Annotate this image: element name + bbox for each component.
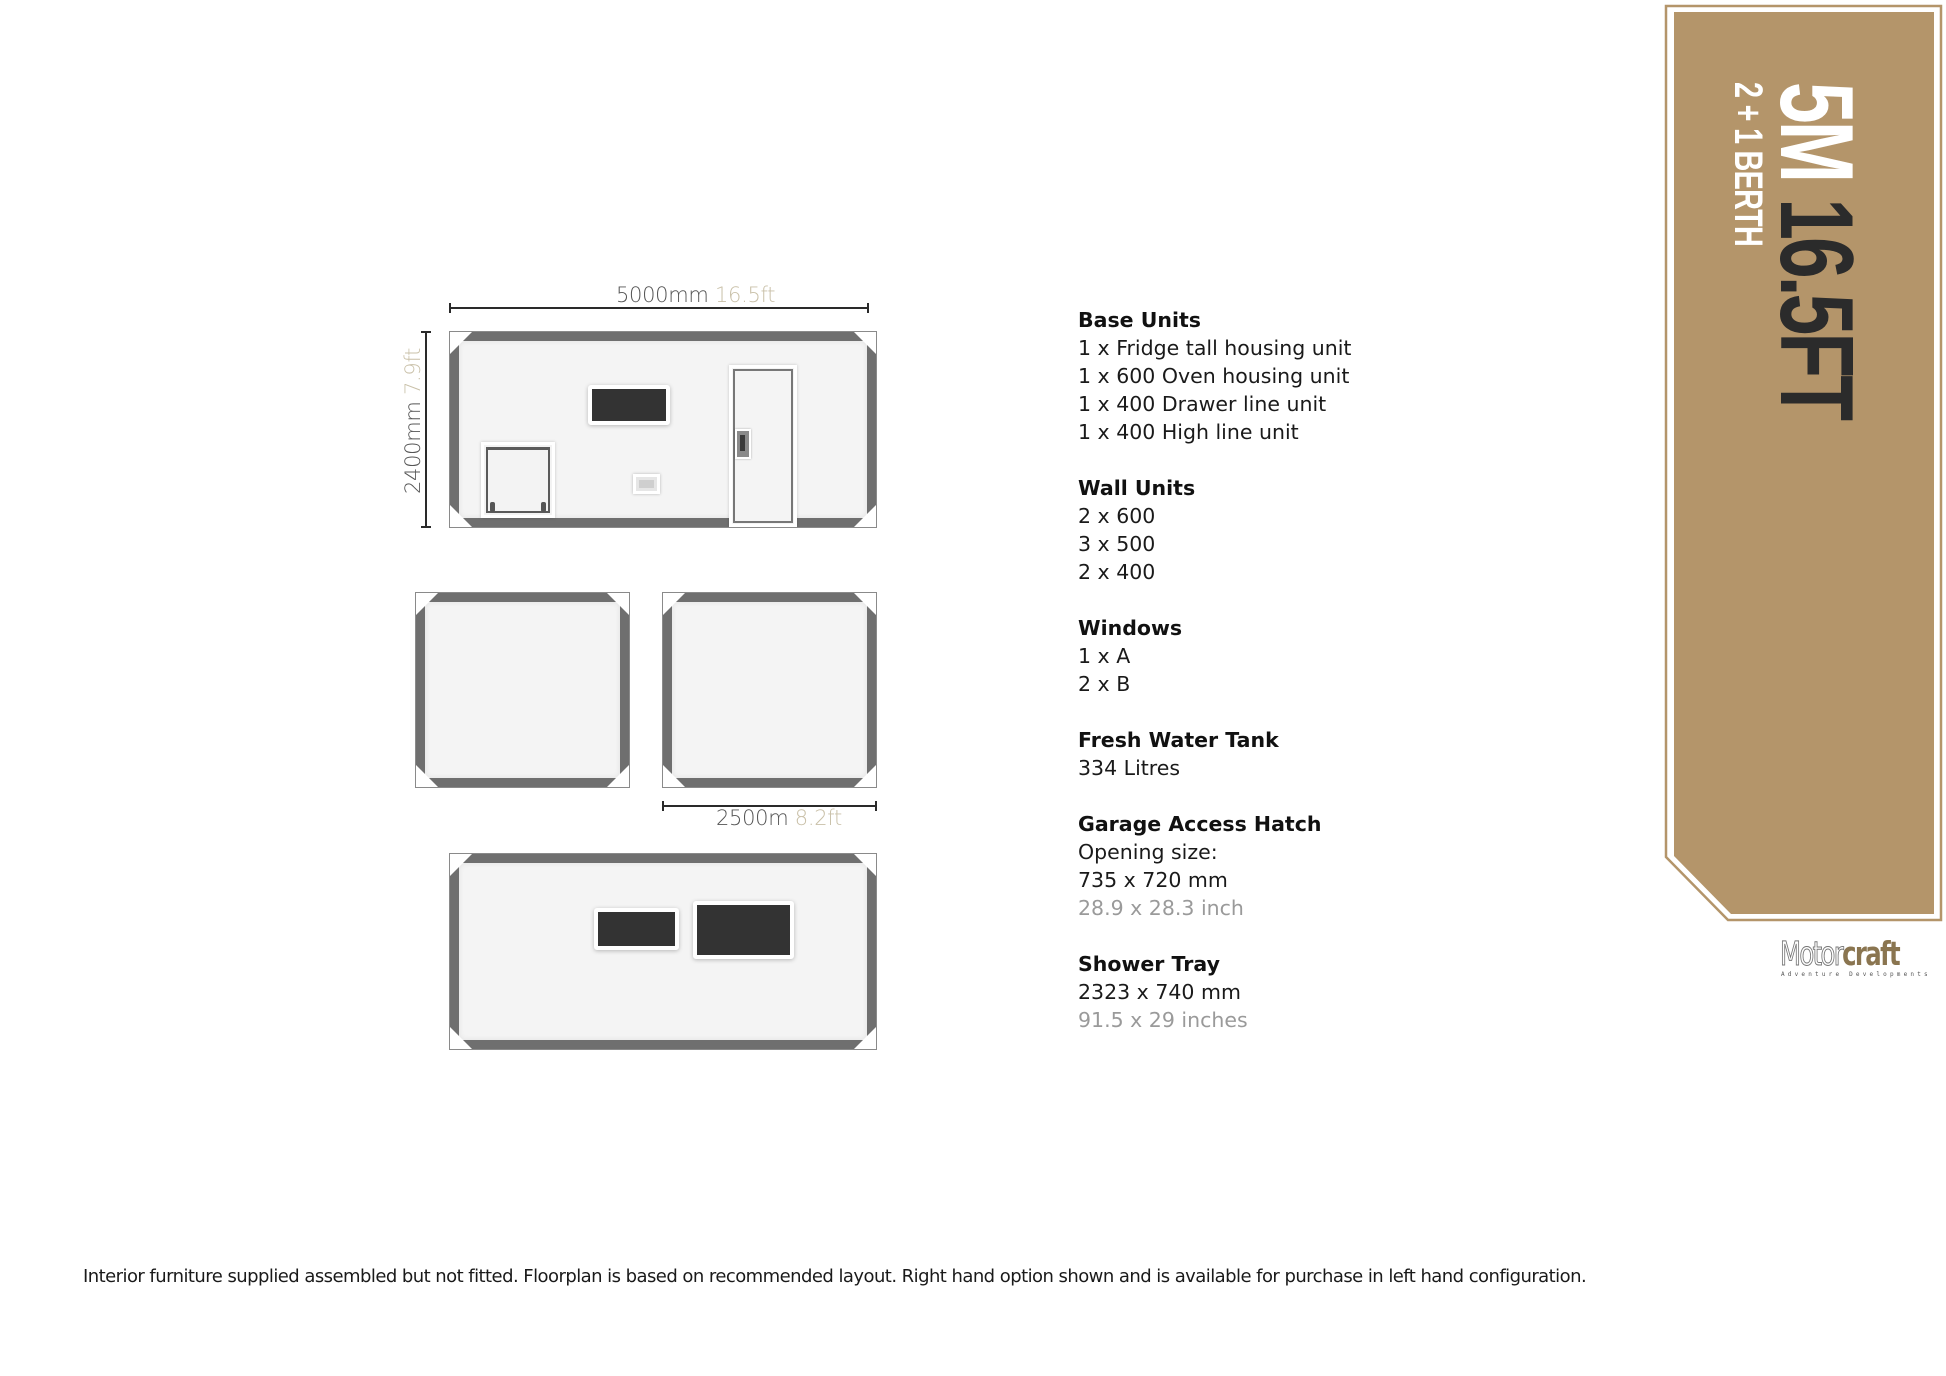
spec-line: 1 x A (1078, 644, 1131, 668)
spec-line: 2 x 600 (1078, 504, 1156, 528)
banner-subtitle: 2 + 1 BERTH (1726, 82, 1770, 247)
spec-line: 334 Litres (1078, 756, 1181, 780)
spec-title: Garage Access Hatch (1078, 812, 1322, 836)
width-metric: 2500m (716, 806, 789, 830)
length-metric: 5000mm (616, 283, 709, 307)
spec-line: 2 x 400 (1078, 560, 1156, 584)
banner-title-imperial: 16.5FT (1758, 198, 1874, 419)
height-metric: 2400mm (401, 401, 425, 494)
spec-title: Wall Units (1078, 476, 1196, 500)
spec-line: 1 x 400 Drawer line unit (1078, 392, 1327, 416)
spec-line: 1 x 600 Oven housing unit (1078, 364, 1350, 388)
spec-line: 2 x B (1078, 672, 1131, 696)
logo-wordmark: Motorcraft (1780, 934, 1900, 973)
spec-title: Windows (1078, 616, 1183, 640)
height-imperial: 7.9ft (401, 347, 425, 396)
spec-title: Base Units (1078, 308, 1201, 332)
spec-line: 2323 x 740 mm (1078, 980, 1241, 1004)
logo-tagline: Adventure Developments (1781, 971, 1931, 978)
width-imperial: 8.2ft (794, 806, 842, 830)
spec-line: 3 x 500 (1078, 532, 1156, 556)
spec-line-imperial: 28.9 x 28.3 inch (1078, 896, 1244, 920)
spec-line: Opening size: (1078, 840, 1218, 864)
spec-title: Fresh Water Tank (1078, 728, 1279, 752)
spec-line-imperial: 91.5 x 29 inches (1078, 1008, 1248, 1032)
spec-line: 735 x 720 mm (1078, 868, 1228, 892)
spec-title: Shower Tray (1078, 952, 1220, 976)
footer-note: Interior furniture supplied assembled but not fitted. Floorplan is based on recommended layout. Right hand option shown and is available for purchase in left hand configuration. (83, 1266, 1587, 1287)
length-imperial: 16.5ft (714, 283, 776, 307)
spec-line: 1 x Fridge tall housing unit (1078, 336, 1352, 360)
motorcraft-logo (1780, 934, 1931, 981)
spec-line: 1 x 400 High line unit (1078, 420, 1299, 444)
banner-title-metric: 5M (1758, 82, 1874, 181)
banner-title (1758, 82, 1874, 419)
